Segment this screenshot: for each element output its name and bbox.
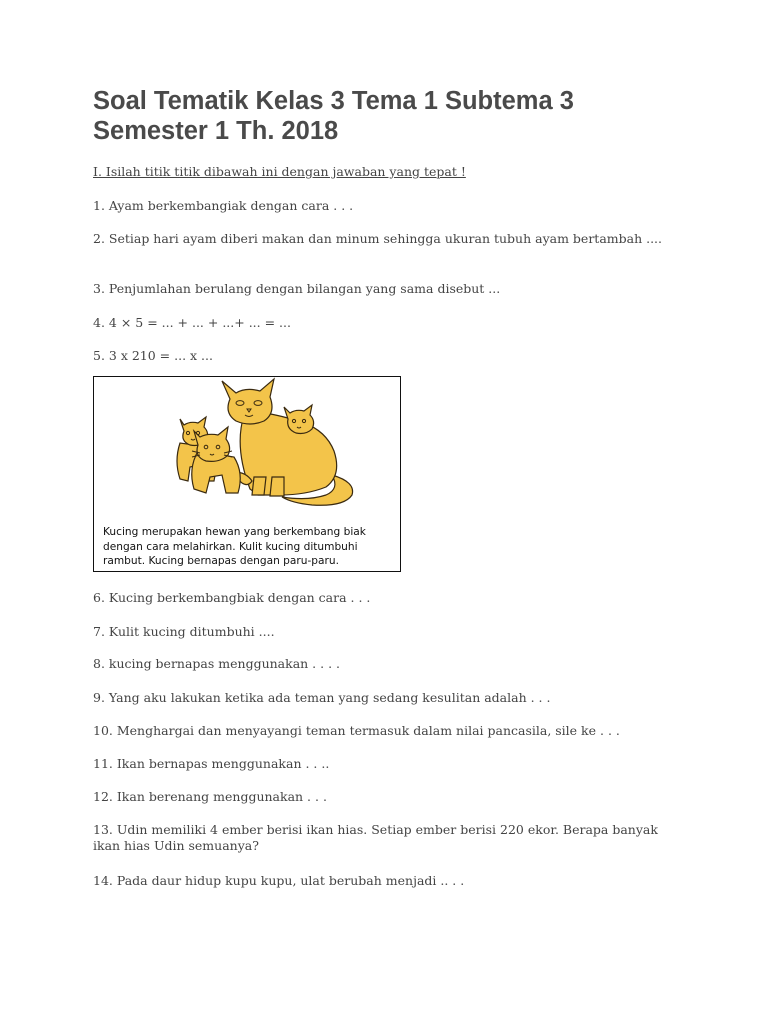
question-10: 10. Menghargai dan menyayangi teman termasuk dalam nilai pancasila, sile ke . . . (93, 723, 620, 738)
question-7: 7. Kulit kucing ditumbuhi .... (93, 624, 275, 639)
cat-family-illustration (94, 377, 399, 527)
question-2: 2. Setiap hari ayam diberi makan dan minum sehingga ukuran tubuh ayam bertambah .... (93, 231, 662, 246)
title-line-2: Semester 1 Th. 2018 (93, 117, 339, 145)
question-11: 11. Ikan bernapas menggunakan . . .. (93, 756, 330, 771)
question-6: 6. Kucing berkembangbiak dengan cara . . . (93, 590, 371, 605)
question-1: 1. Ayam berkembangiak dengan cara . . . (93, 198, 354, 213)
question-14: 14. Pada daur hidup kupu kupu, ulat berubah menjadi .. . . (93, 873, 465, 888)
question-5: 5. 3 x 210 = ... x ... (93, 348, 213, 363)
question-13: 13. Udin memiliki 4 ember berisi ikan hias. Setiap ember berisi 220 ekor. Berapa banyak ikan hias Udin semuanya? (93, 822, 658, 853)
caption-line-1: Kucing merupakan hewan yang berkembang biak (103, 526, 366, 538)
figure-caption (103, 525, 399, 569)
question-8: 8. kucing bernapas menggunakan . . . . (93, 656, 340, 671)
caption-line-2: dengan cara melahirkan. Kulit kucing ditumbuhi (103, 540, 358, 553)
question-12: 12. Ikan berenang menggunakan . . . (93, 789, 327, 804)
cat-illustration-figure (93, 376, 401, 572)
question-3: 3. Penjumlahan berulang dengan bilangan yang sama disebut ... (93, 281, 501, 296)
page-title (93, 86, 693, 146)
question-4: 4. 4 × 5 = ... + ... + ...+ ... = ... (93, 315, 291, 330)
question-9: 9. Yang aku lakukan ketika ada teman yang sedang kesulitan adalah . . . (93, 690, 551, 705)
instruction-text: I. Isilah titik titik dibawah ini dengan jawaban yang tepat ! (93, 164, 466, 179)
caption-line-3: rambut. Kucing bernapas dengan paru-paru. (103, 555, 339, 567)
title-line-1: Soal Tematik Kelas 3 Tema 1 Subtema 3 (93, 87, 574, 115)
